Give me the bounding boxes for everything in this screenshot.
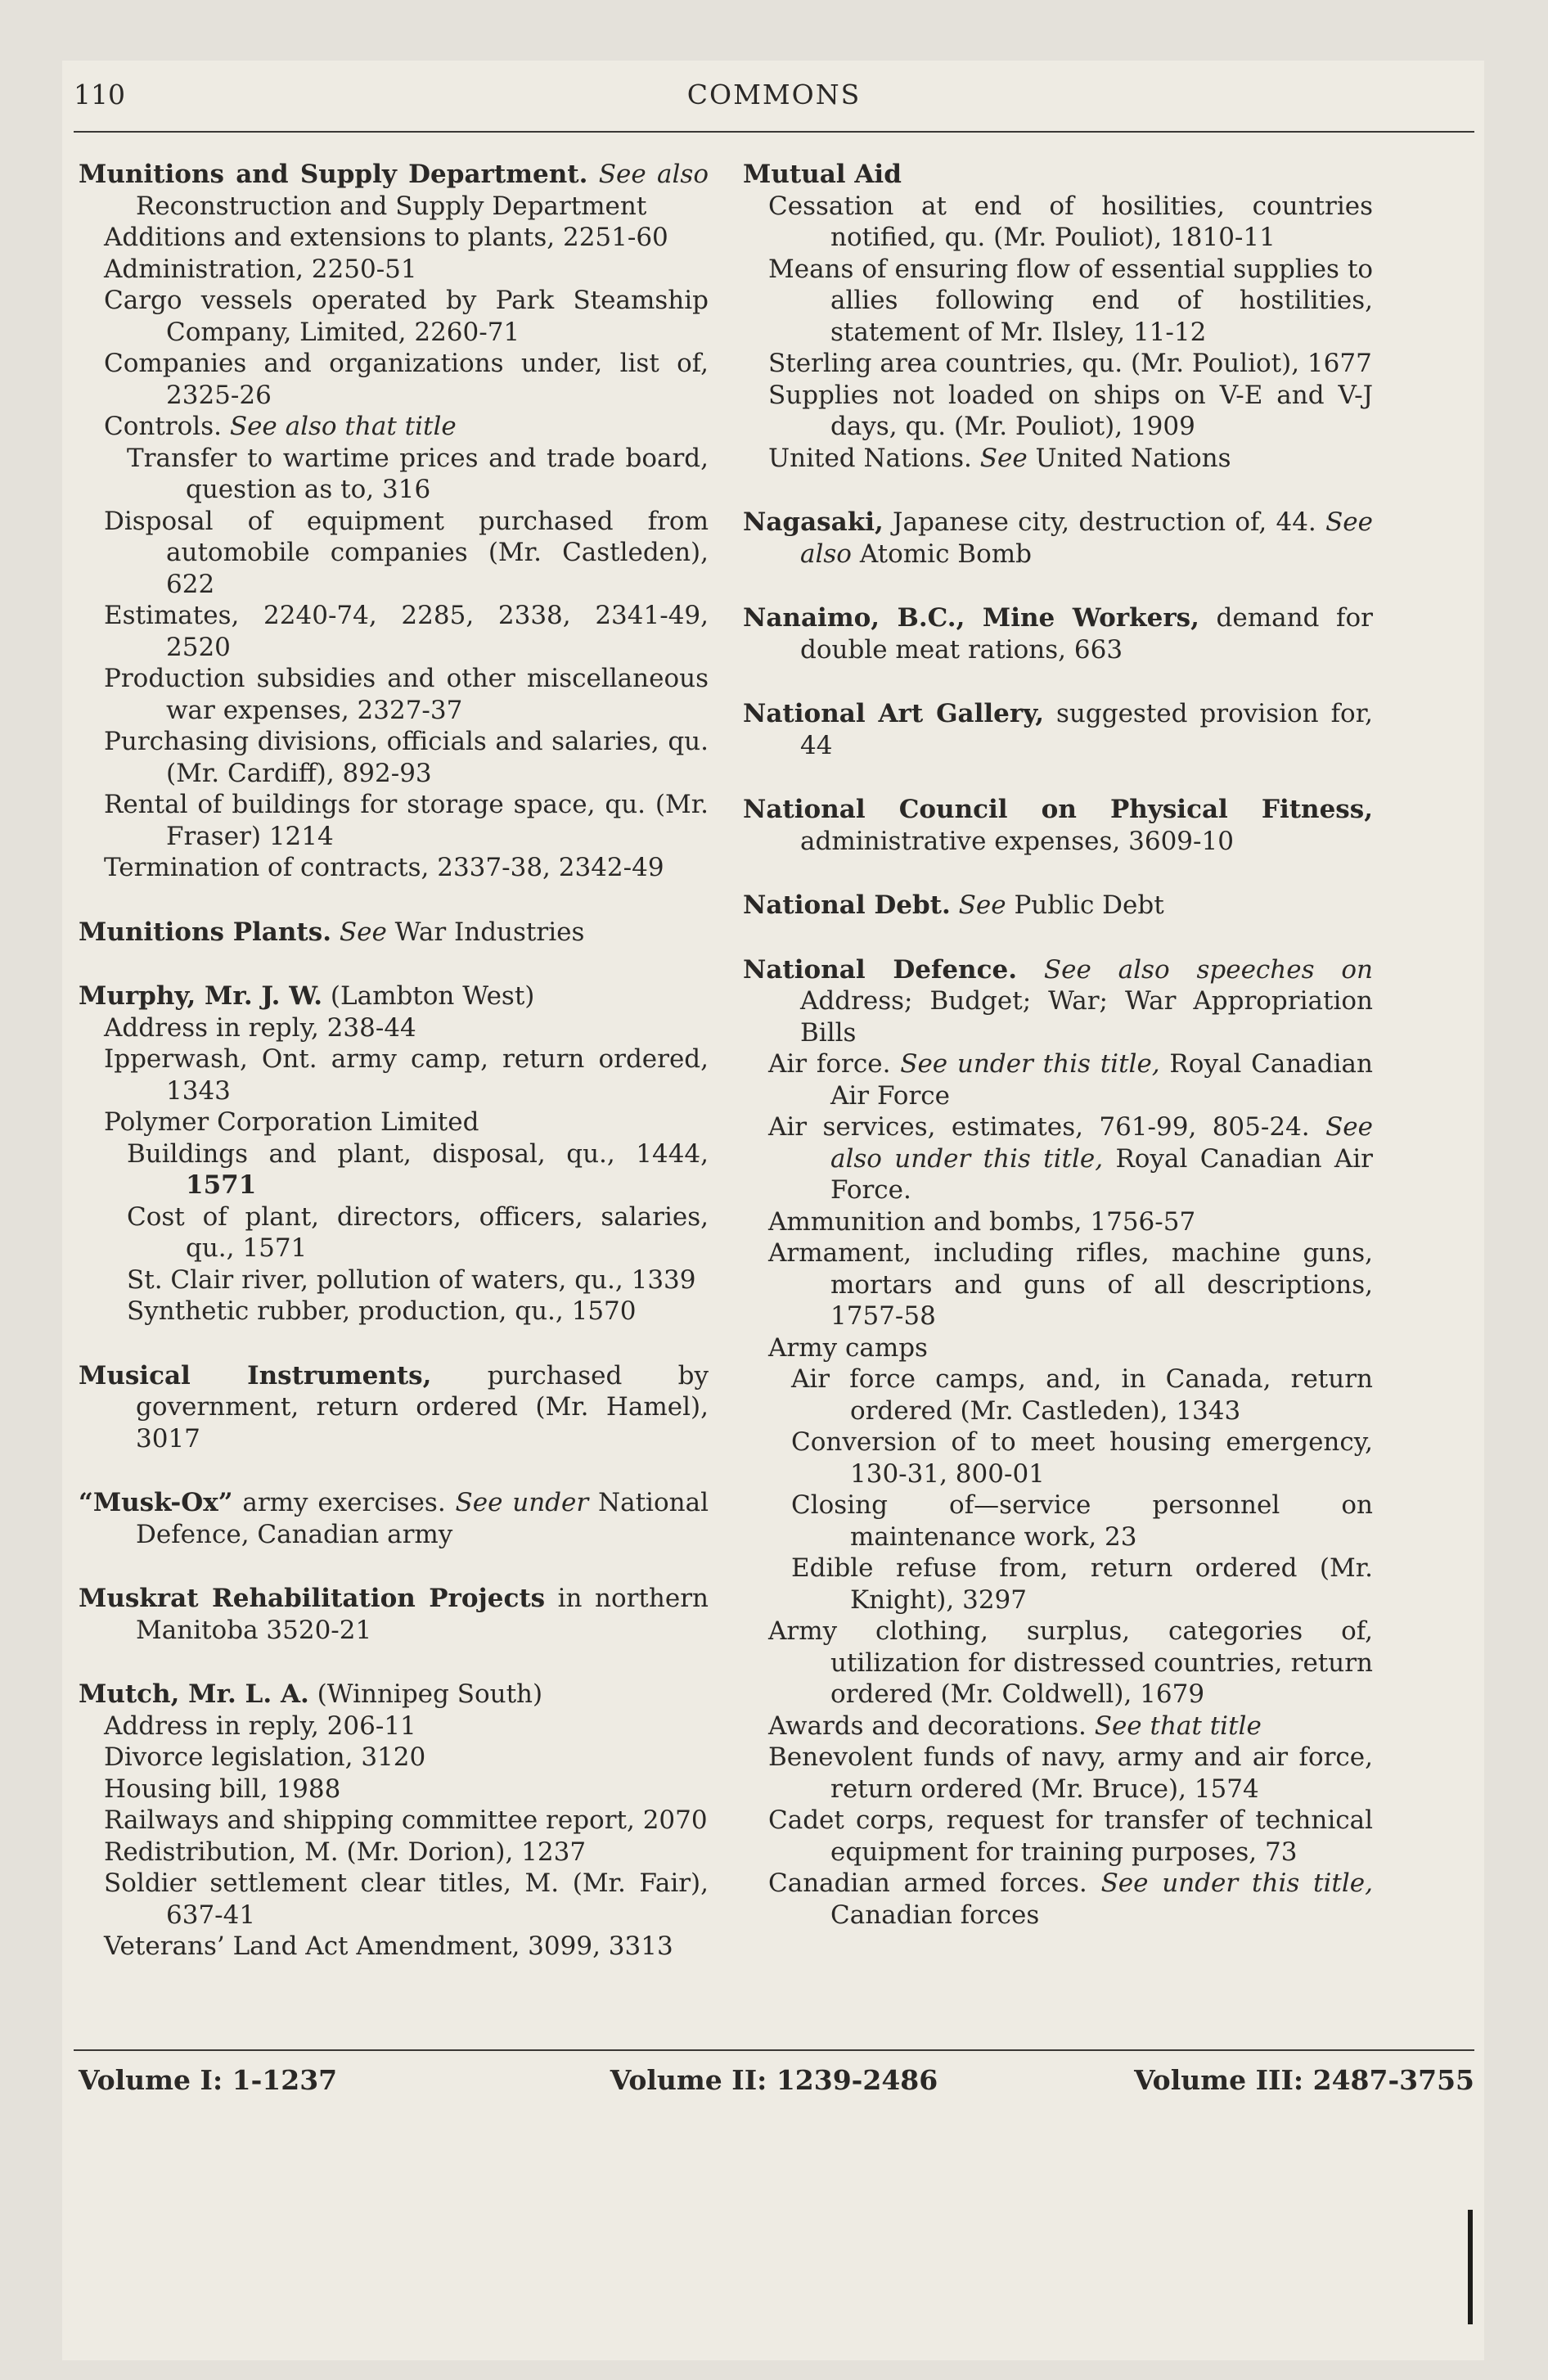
index-heading: [79, 917, 709, 949]
index-subsubentry: [79, 1201, 709, 1264]
entry-text: Buildings and plant, disposal, qu., 1444,: [127, 1138, 709, 1169]
index-subentry: [79, 348, 709, 411]
entry-text: Air force camps, and, in Canada, return ordered (Mr. Castleden), 1343: [791, 1364, 1373, 1426]
entry-text: Veterans’ Land Act Amendment, 3099, 3313: [104, 1931, 673, 1961]
index-heading: [79, 1679, 709, 1711]
cross-reference-cue: See that title: [1094, 1711, 1262, 1741]
entry-term: 1571: [186, 1170, 257, 1200]
entry-text: army exercises.: [232, 1488, 456, 1517]
entry-text: Railways and shipping committee report, 2070: [104, 1805, 708, 1835]
entry-text: Awards and decorations.: [768, 1711, 1095, 1741]
entry-text: War Industries: [386, 917, 585, 947]
entry-text: [951, 890, 959, 920]
cross-reference-cue: See: [958, 890, 1006, 920]
index-subentry: [743, 254, 1373, 349]
index-subentry: [743, 1048, 1373, 1111]
index-heading: [79, 980, 709, 1012]
index-subentry: [79, 1107, 709, 1138]
entry-text: Armament, including rifles, machine guns, mortars and guns of all descriptions, 1757-58: [768, 1238, 1373, 1331]
entry-text: Estimates, 2240-74, 2285, 2338, 2341-49, 2520: [104, 601, 709, 662]
cross-reference-cue: See: [979, 443, 1028, 473]
entry-text: St. Clair river, pollution of waters, qu., 1339: [127, 1264, 696, 1295]
index-entry: [79, 159, 709, 884]
entry-text: purchased by government, return ordered (Mr. Hamel), 3017: [136, 1360, 709, 1454]
entry-text: Companies and organizations under, list of, 2325-26: [104, 349, 709, 410]
volume-2-range: Volume II: 1239-2486: [610, 2064, 938, 2096]
index-subentry: [743, 348, 1373, 380]
entry-text: Royal Canadian Air Force.: [830, 1143, 1373, 1205]
entry-term: National Defence.: [743, 954, 1017, 985]
entry-text: Japanese city, destruction of, 44.: [883, 507, 1326, 537]
index-subentry: [79, 285, 709, 348]
entry-term: National Debt.: [743, 890, 951, 920]
index-entry: [743, 890, 1373, 922]
entry-text: Royal Canadian Air Force: [830, 1049, 1373, 1111]
entry-text: suggested provision for, 44: [800, 699, 1373, 760]
index-entry: [79, 1679, 709, 1963]
entry-term: Muskrat Rehabilitation Projects: [79, 1584, 546, 1613]
page-number: 110: [74, 79, 125, 110]
entry-text: in northern Manitoba 3520-21: [136, 1584, 709, 1645]
entry-term: Murphy, Mr. J. W.: [79, 981, 323, 1011]
index-subsubentry: [79, 1264, 709, 1296]
index-heading: [743, 602, 1373, 665]
index-subentry: [743, 1742, 1373, 1805]
entry-text: Administration, 2250-51: [104, 254, 417, 284]
entry-term: Mutch, Mr. L. A.: [79, 1679, 309, 1709]
volume-3-range: Volume III: 2487-3755: [1134, 2064, 1474, 2096]
cross-reference-cue: See under this title,: [900, 1049, 1160, 1079]
entry-text: Reconstruction and Supply Department: [136, 191, 647, 221]
index-entry: [743, 602, 1373, 665]
index-heading: [743, 954, 1373, 1049]
cross-reference-cue: See also: [598, 160, 709, 189]
volume-footer: [74, 2064, 1474, 2105]
entry-text: Closing of—service personnel on maintenance work, 23: [791, 1490, 1373, 1552]
cross-reference-cue: See under: [455, 1488, 589, 1517]
entry-text: Synthetic rubber, production, qu., 1570: [127, 1296, 637, 1326]
cross-reference-cue: See also speeches on: [1043, 954, 1374, 985]
entry-text: Air services, estimates, 761-99, 805-24.: [768, 1112, 1326, 1142]
index-entry: [79, 1487, 709, 1550]
index-subentry: [79, 789, 709, 852]
index-entry: [743, 698, 1373, 761]
index-column-left: [79, 159, 709, 1995]
entry-text: Edible refuse from, return ordered (Mr. Knight), 3297: [791, 1553, 1373, 1615]
index-subentry: [79, 1868, 709, 1931]
index-subentry: [743, 1616, 1373, 1711]
cross-reference-cue: See under this title,: [1100, 1868, 1374, 1898]
entry-text: [1017, 955, 1044, 985]
index-entry: [79, 1583, 709, 1646]
entry-text: Public Debt: [1006, 890, 1164, 920]
index-subentry: [79, 1931, 709, 1963]
entry-text: (Lambton West): [322, 981, 535, 1011]
index-subentry: [79, 1012, 709, 1044]
index-subentry: [79, 600, 709, 663]
cross-reference-cue: See also that title: [229, 412, 457, 441]
entry-text: [587, 160, 598, 189]
index-subentry: [743, 1206, 1373, 1238]
index-subentry: [743, 1805, 1373, 1868]
index-heading: [743, 794, 1373, 857]
entry-text: Means of ensuring flow of essential supplies to allies following end of hostilities, statement of Mr. Ilsley, 11-12: [768, 254, 1373, 347]
index-entry: [743, 507, 1373, 570]
entry-term: Nanaimo, B.C., Mine Workers,: [743, 603, 1199, 633]
entry-text: Polymer Corporation Limited: [104, 1107, 479, 1137]
entry-text: Address in reply, 206-11: [104, 1711, 416, 1741]
index-subentry: [743, 1868, 1373, 1931]
index-subentry: [743, 1711, 1373, 1742]
entry-term: Mutual Aid: [743, 160, 902, 189]
index-heading: [743, 159, 1373, 191]
entry-text: Disposal of equipment purchased from automobile companies (Mr. Castleden), 622: [104, 506, 709, 599]
index-entry: [79, 980, 709, 1327]
index-subentry: [79, 1044, 709, 1107]
index-subentry: [743, 191, 1373, 254]
entry-text: Production subsidies and other miscellaneous war expenses, 2327-37: [104, 664, 709, 725]
index-subsubentry: [79, 1138, 709, 1201]
entry-term: “Musk-Ox”: [79, 1488, 233, 1517]
index-subentry: [743, 380, 1373, 443]
index-subentry: [79, 1711, 709, 1742]
entry-text: Additions and extensions to plants, 2251-60: [104, 223, 668, 252]
index-subentry: [79, 663, 709, 726]
entry-text: Address; Budget; War; War Appropriation Bills: [800, 986, 1373, 1048]
header-rule: [74, 131, 1474, 133]
entry-text: National Defence, Canadian army: [136, 1488, 709, 1549]
entry-text: Benevolent funds of navy, army and air force, return ordered (Mr. Bruce), 1574: [768, 1742, 1373, 1804]
index-subentry: [79, 852, 709, 884]
entry-text: Cadet corps, request for transfer of technical equipment for training purposes, 73: [768, 1805, 1373, 1867]
entry-text: Divorce legislation, 3120: [104, 1742, 426, 1772]
index-subentry: [79, 1837, 709, 1868]
entry-text: Controls.: [104, 412, 230, 441]
index-subsubentry: [743, 1553, 1373, 1616]
entry-text: [331, 917, 340, 947]
index-subentry: [743, 1332, 1373, 1364]
entry-text: United Nations.: [768, 443, 980, 473]
index-subsubentry: [743, 1490, 1373, 1553]
index-column-right: [743, 159, 1373, 1963]
entry-text: Air force.: [768, 1049, 901, 1079]
index-subentry: [79, 1742, 709, 1774]
volume-1-range: Volume I: 1-1237: [79, 2064, 338, 2096]
index-heading: [79, 159, 709, 222]
index-heading: [743, 890, 1373, 922]
entry-text: Conversion of to meet housing emergency, 130-31, 800-01: [791, 1427, 1373, 1489]
index-heading: [743, 507, 1373, 570]
entry-text: Army camps: [768, 1332, 928, 1363]
entry-term: Munitions and Supply Department.: [79, 160, 588, 189]
index-subentry: [79, 1805, 709, 1837]
entry-text: Cost of plant, directors, officers, salaries, qu., 1571: [127, 1201, 709, 1263]
index-subsubentry: [743, 1427, 1373, 1490]
entry-text: Soldier settlement clear titles, M. (Mr. Fair), 637-41: [104, 1868, 709, 1930]
entry-term: Nagasaki,: [743, 507, 884, 537]
entry-text: Atomic Bomb: [851, 539, 1032, 569]
page-heading: COMMONS: [686, 79, 862, 110]
index-subentry: [79, 726, 709, 789]
index-heading: [79, 1360, 709, 1455]
index-subentry: [743, 1237, 1373, 1332]
index-subentry: [79, 222, 709, 254]
index-subentry: [79, 254, 709, 286]
footer-rule: [74, 2049, 1474, 2051]
entry-text: Purchasing divisions, officials and salaries, qu. (Mr. Cardiff), 892-93: [104, 727, 709, 788]
entry-term: Musical Instruments,: [79, 1360, 432, 1391]
entry-text: administrative expenses, 3609-10: [800, 826, 1234, 856]
entry-term: National Council on Physical Fitness,: [743, 795, 1373, 824]
entry-text: demand for double meat rations, 663: [800, 603, 1374, 665]
entry-text: United Nations: [1027, 443, 1231, 473]
entry-text: Canadian armed forces.: [768, 1868, 1101, 1898]
entry-text: Transfer to wartime prices and trade board, question as to, 316: [127, 443, 709, 504]
index-heading: [79, 1487, 709, 1550]
index-subsubentry: [79, 443, 709, 506]
index-entry: [79, 917, 709, 949]
index-subsubentry: [79, 1296, 709, 1327]
index-heading: [79, 1583, 709, 1646]
index-subsubentry: [743, 1364, 1373, 1427]
entry-text: Cessation at end of hosilities, countries notified, qu. (Mr. Pouliot), 1810-11: [768, 191, 1373, 252]
entry-term: National Art Gallery,: [743, 699, 1045, 728]
entry-text: Rental of buildings for storage space, qu. (Mr. Fraser) 1214: [104, 790, 709, 851]
running-head: [74, 79, 1474, 119]
cross-reference-cue: See: [339, 917, 387, 947]
entry-text: Ammunition and bombs, 1756-57: [768, 1206, 1196, 1237]
cross-reference-cue: See also under this title,: [830, 1112, 1373, 1174]
index-entry: [743, 794, 1373, 857]
index-entry: [743, 954, 1373, 1931]
entry-text: Housing bill, 1988: [104, 1774, 341, 1804]
entry-text: Army clothing, surplus, categories of, utilization for distressed countries, return ordered (Mr. Coldwell), 1679: [768, 1616, 1373, 1709]
entry-text: Ipperwash, Ont. army camp, return ordered, 1343: [104, 1044, 709, 1106]
entry-text: (Winnipeg South): [308, 1679, 543, 1709]
index-entry: [79, 1360, 709, 1455]
entry-text: Redistribution, M. (Mr. Dorion), 1237: [104, 1837, 587, 1867]
index-heading: [743, 698, 1373, 761]
entry-term: Munitions Plants.: [79, 917, 332, 947]
index-entry: [743, 159, 1373, 474]
entry-text: Cargo vessels operated by Park Steamship Company, Limited, 2260-71: [104, 286, 709, 347]
entry-text: Address in reply, 238-44: [104, 1012, 416, 1043]
entry-text: Sterling area countries, qu. (Mr. Pouliot), 1677: [768, 349, 1372, 378]
entry-text: Supplies not loaded on ships on V-E and V-J days, qu. (Mr. Pouliot), 1909: [768, 380, 1373, 441]
index-subentry: [743, 1111, 1373, 1206]
index-subentry: [743, 443, 1373, 475]
scan-edge-mark: [1468, 2210, 1473, 2324]
index-subentry: [79, 411, 709, 443]
entry-text: Canadian forces: [830, 1900, 1040, 1930]
index-subentry: [79, 506, 709, 601]
cross-reference-cue: See also: [800, 507, 1373, 569]
entry-text: Termination of contracts, 2337-38, 2342-49: [104, 853, 664, 882]
index-subentry: [79, 1774, 709, 1805]
